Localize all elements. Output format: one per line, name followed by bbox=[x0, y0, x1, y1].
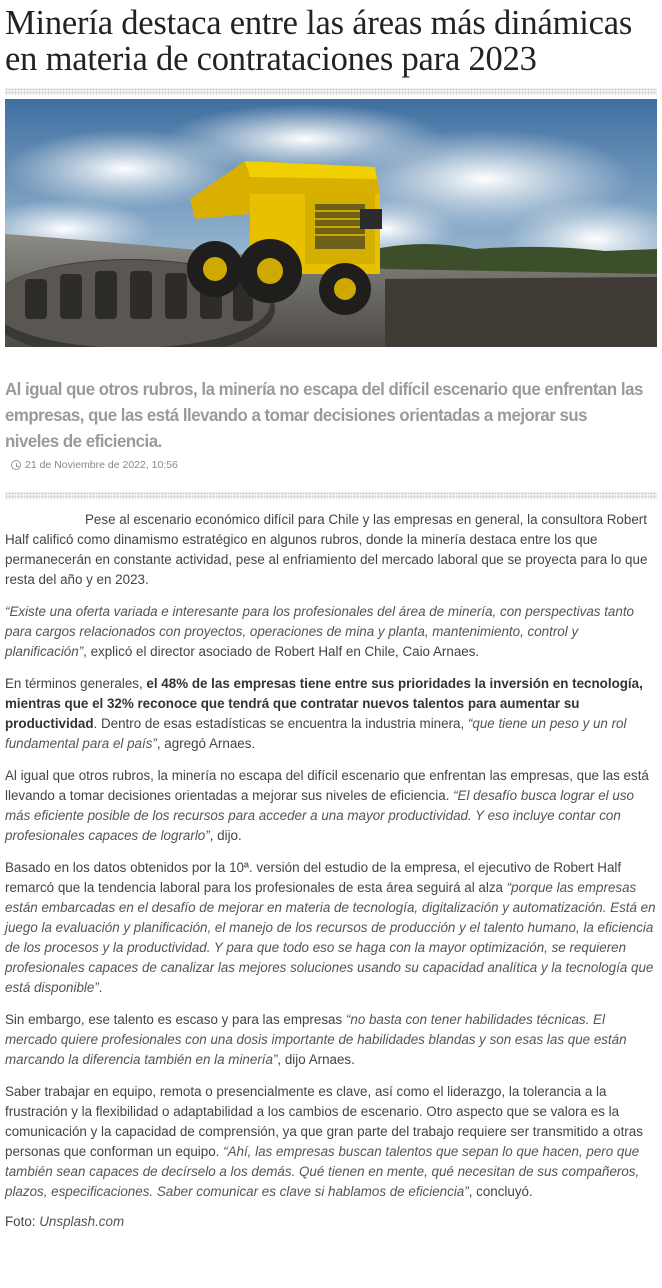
mining-truck-photo-icon bbox=[5, 99, 657, 347]
highlight: el 48% de las empresas tiene entre sus prioridades la inversión en tecnología, mientras que el 32% reconoce que tendrá que contratar nuevos talentos para aumentar su productividad bbox=[5, 676, 643, 731]
quote: “El desafío busca lograr el uso más eficiente posible de los recursos para acceder a una mayor productividad. Y eso incluye contar con profesionales capaces de lograrlo” bbox=[5, 788, 634, 843]
paragraph-text: . bbox=[98, 980, 103, 995]
paragraph bbox=[5, 510, 657, 590]
quote: “Ahí, las empresas buscan talentos que sepan lo que hacen, pero que también sean capaces de decírselo a los demás. Qué tienen en mente, qué necesitan de sus compañeros, plazos, especificaciones. Saber comunicar es clave si hablamos de eficiencia” bbox=[5, 1144, 640, 1199]
publish-meta bbox=[11, 458, 657, 472]
page-title: Minería destaca entre las áreas más dinámicas en materia de contrataciones para 2023 bbox=[5, 4, 633, 78]
quote: “que tiene un peso y un rol fundamental para el país” bbox=[5, 716, 627, 751]
paragraph-text: Sin embargo, ese talento es escaso y para las empresas bbox=[5, 1012, 346, 1027]
paragraph-text: , concluyó. bbox=[468, 1184, 533, 1199]
paragraph-text: , dijo. bbox=[209, 828, 242, 843]
divider bbox=[5, 88, 657, 95]
paragraph bbox=[5, 674, 657, 754]
publish-date: 21 de Noviembre de 2022, 10:56 bbox=[25, 459, 178, 471]
paragraph-text: . Dentro de esas estadísticas se encuentra la industria minera, bbox=[93, 716, 468, 731]
paragraph-text: , explicó el director asociado de Robert Half en Chile, Caio Arnaes. bbox=[83, 644, 480, 659]
caption-source: Unsplash.com bbox=[39, 1214, 125, 1229]
paragraph-text: Al igual que otros rubros, la minería no escapa del difícil escenario que enfrentan las empresas, que las está llevando a tomar decisiones orientadas a mejorar sus niveles de eficiencia. bbox=[5, 768, 649, 803]
article-lead: Al igual que otros rubros, la minería no escapa del difícil escenario que enfrentan las empresas, que las está llevando a tomar decisiones orientadas a mejorar sus niveles de eficiencia. bbox=[5, 379, 643, 451]
paragraph-text: Pese al escenario económico difícil para Chile y las empresas en general, la consultora Robert Half calificó como dinamismo estratégico en algunos rubros, donde la minería destaca entre los que permanecerán en constante actividad, pese al enfriamiento del mercado laboral que se proyecta para lo que resta del año y en 2023. bbox=[5, 512, 648, 587]
paragraph-text: , dijo Arnaes. bbox=[277, 1052, 355, 1067]
paragraph bbox=[5, 1010, 657, 1070]
paragraph-text: Saber trabajar en equipo, remota o presencialmente es clave, así como el liderazgo, la tolerancia a la frustración y la flexibilidad o adaptabilidad a los cambios de escenario. Otro aspecto que se valora es la comunicación y la capacidad de comprensión, ya que gran parte del trabajo requiere ser transmitido a otras personas que conforman un equipo. bbox=[5, 1084, 643, 1159]
paragraph-text: En términos generales, bbox=[5, 676, 147, 691]
clock-icon bbox=[11, 460, 21, 470]
divider bbox=[5, 492, 657, 499]
paragraph bbox=[5, 766, 657, 846]
photo-credit bbox=[5, 1212, 657, 1232]
paragraph-text: Basado en los datos obtenidos por la 10ª. versión del estudio de la empresa, el ejecutivo de Robert Half remarcó que la tendencia laboral para los profesionales de esta área seguirá al alza bbox=[5, 860, 622, 895]
paragraph bbox=[5, 1082, 657, 1202]
paragraph bbox=[5, 858, 657, 998]
quote: “porque las empresas están embarcadas en el desafío de mejorar en materia de tecnología, digitalización y automatización. Está en juego la evaluación y planificación, el manejo de los recursos de producción y el talento humano, la eficiencia de los procesos y la productividad. Y para que todo eso se haga con la mayor optimización, se requieren profesionales capaces de canalizar las mejores soluciones usando su capacidad analítica y la tecnología que está disponible” bbox=[5, 880, 656, 995]
quote: “Existe una oferta variada e interesante para los profesionales del área de minería, con perspectivas tanto para cargos relacionados con proyectos, operaciones de mina y planta, mantenimiento, control y planificación” bbox=[5, 604, 634, 659]
hero-image bbox=[5, 99, 657, 347]
quote: “no basta con tener habilidades técnicas. El mercado quiere profesionales con una dosis importante de habilidades blandas y son esas las que están marcando la diferencia también en la minería” bbox=[5, 1012, 627, 1067]
caption-label: Foto: bbox=[5, 1214, 40, 1229]
paragraph-text: , agregó Arnaes. bbox=[156, 736, 256, 751]
paragraph bbox=[5, 602, 657, 662]
article-body bbox=[5, 510, 657, 1232]
